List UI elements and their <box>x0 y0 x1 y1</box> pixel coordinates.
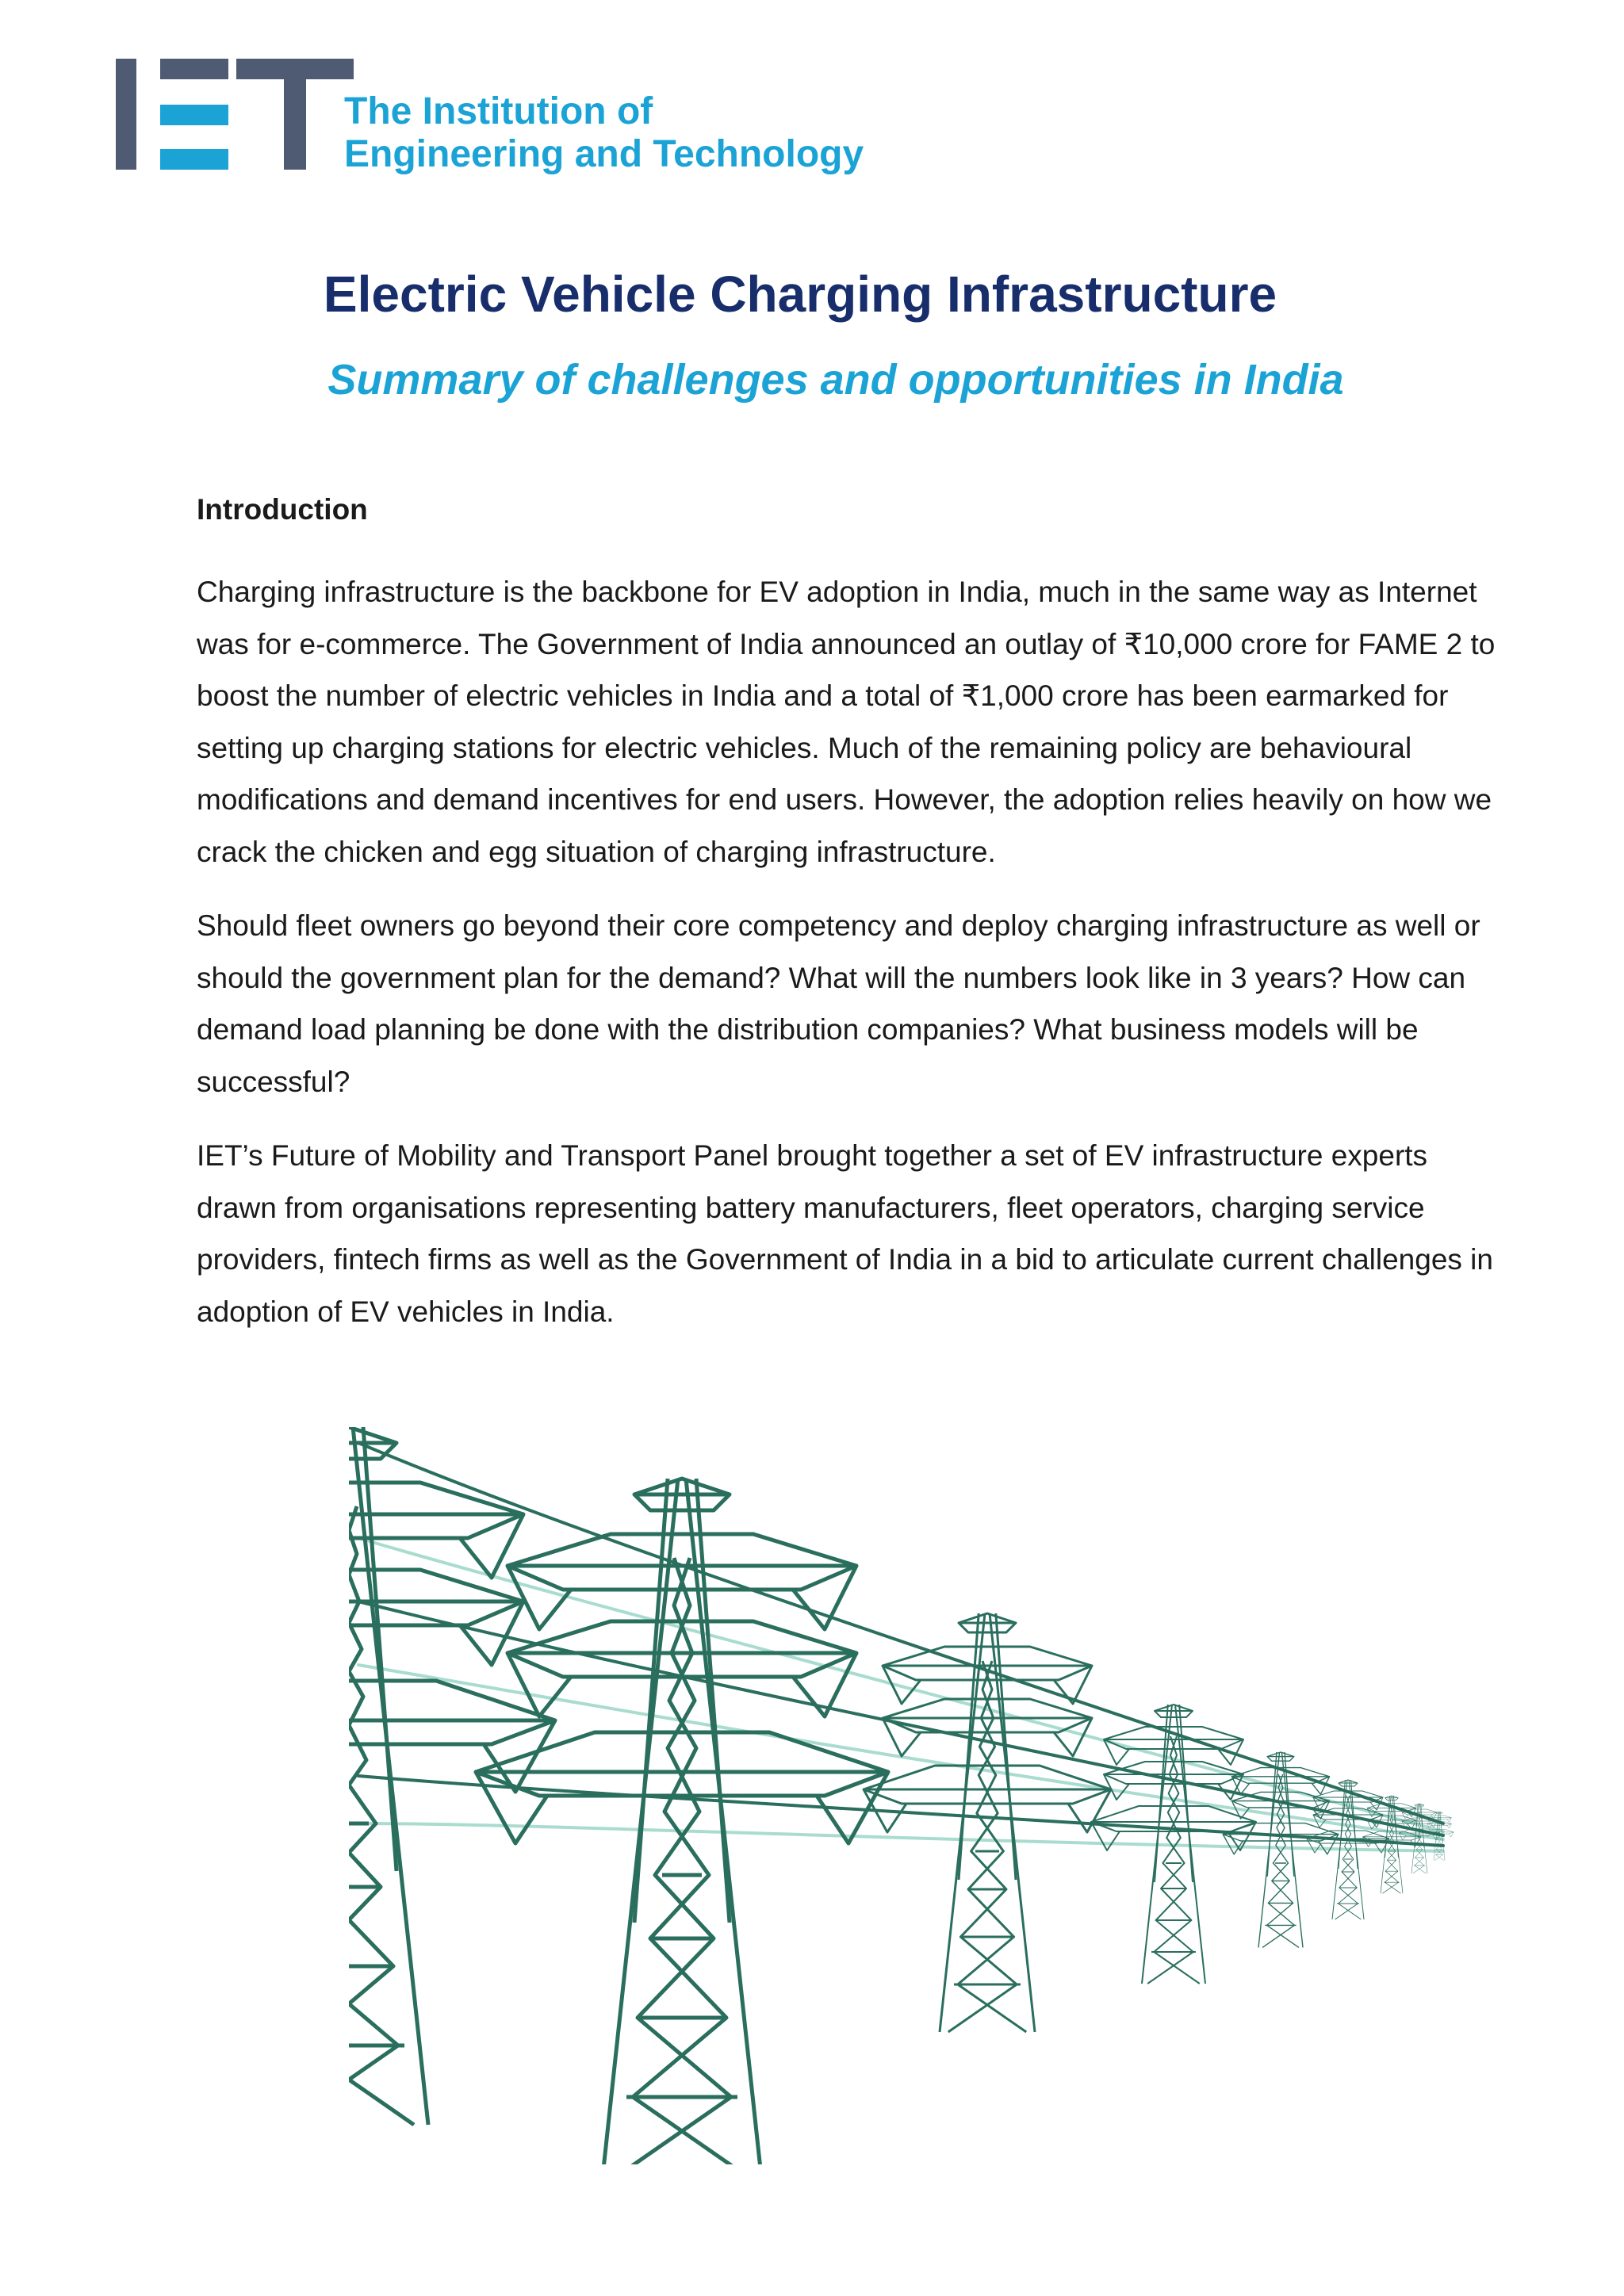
org-name-line2: Engineering and Technology <box>344 133 864 175</box>
document-title: Electric Vehicle Charging Infrastructure <box>323 266 1277 323</box>
power-pylons-icon <box>349 1427 1475 2164</box>
document-subtitle: Summary of challenges and opportunities in India <box>327 356 1344 404</box>
paragraph: Charging infrastructure is the backbone for EV adoption in India, much in the same way as Internet was for e-commerce. The Government of India announced an outlay of ₹10,000 crore for FAME 2 to boost the number of electric vehicles in India and a total of ₹1,000 crore has been earmarked for setting up charging stations for electric vehicles. Much of the remaining policy are behavioural modifications and demand incentives for end users. However, the adoption relies heavily on how we crack the chicken and egg situation of charging infrastructure. <box>197 576 1496 868</box>
section-heading: Introduction <box>197 493 368 526</box>
paragraph: IET’s Future of Mobility and Transport Panel brought together a set of EV infrastructure experts drawn from organisations representing battery manufacturers, fleet operators, charging service providers, fintech firms as well as the Government of India in a bid to articulate current challenges in adoption of EV vehicles in India. <box>197 1139 1493 1328</box>
paragraph: Should fleet owners go beyond their core competency and deploy charging infrastructure as well or should the government plan for the demand? What will the numbers look like in 3 years? How can demand load planning be done with the distribution companies? What business models will be successful? <box>197 909 1480 1098</box>
org-name-line1: The Institution of <box>344 90 653 132</box>
org-name <box>344 90 864 176</box>
iet-logo-icon <box>116 59 354 170</box>
document-body <box>197 492 1497 1360</box>
